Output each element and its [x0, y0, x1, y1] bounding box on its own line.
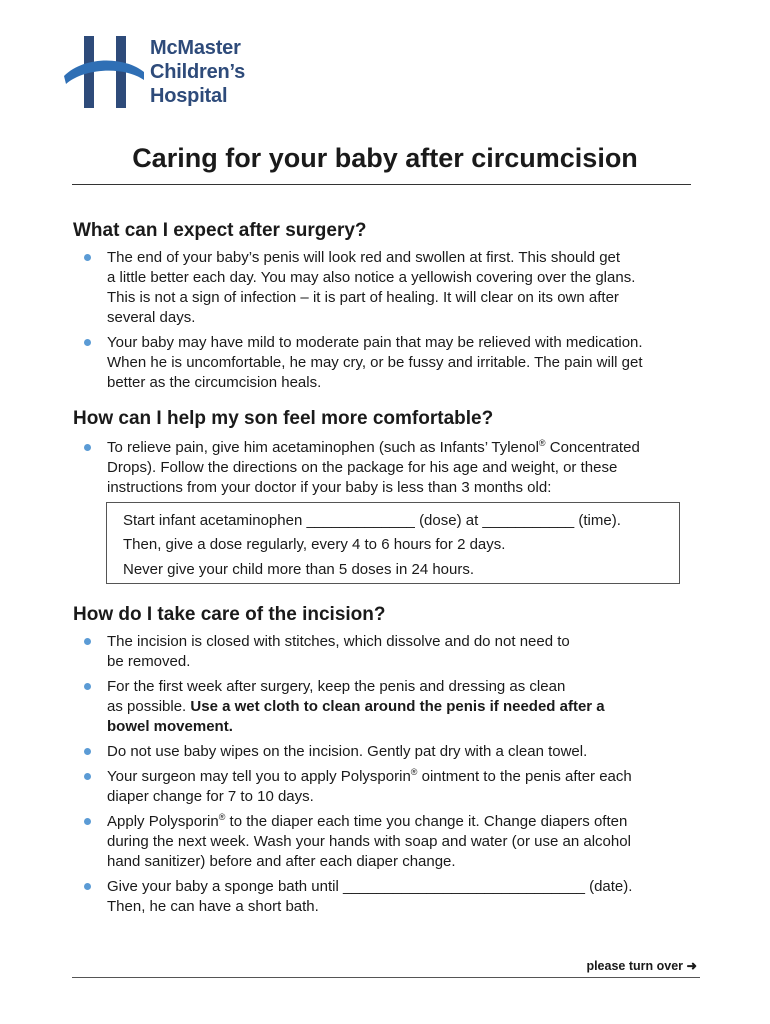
list-item: Your baby may have mild to moderate pain that may be relieved with medication. When he is uncomfortable, he may cry, or be fussy and irritable. The pain will get better as the circumcision heals. — [82, 333, 702, 393]
list-item: The end of your baby’s penis will look red and swollen at first. This should get a little better each day. You may also notice a yellowish covering over the glans. This is not a sign of infection – it is part of healing. It will clear on its own after several days. — [82, 248, 702, 328]
dose-schedule-line: Then, give a dose regularly, every 4 to 6 hours for 2 days. — [123, 536, 506, 553]
section-heading-incision: How do I take care of the incision? — [73, 604, 386, 625]
title-divider — [72, 184, 691, 185]
dose-limit-line: Never give your child more than 5 doses in 24 hours. — [123, 561, 475, 578]
logo-line-1: McMaster — [150, 37, 241, 59]
section-heading-expect: What can I expect after surgery? — [73, 220, 367, 241]
list-item: To relieve pain, give him acetaminophen (such as Infants’ Tylenol® Concentrated Drops). Follow the directions on the package for his age and weight, or these instructions from your doctor if your baby is less than 3 months old: — [82, 438, 702, 498]
list-item: Apply Polysporin® to the diaper each time you change it. Change diapers often during the next week. Wash your hands with soap and water (or use an alcohol hand sanitizer) before and after each diaper change. — [82, 812, 702, 872]
bullet-icon — [84, 254, 91, 261]
list-item: The incision is closed with stitches, which dissolve and do not need to be removed. — [82, 632, 702, 672]
bullet-icon — [84, 818, 91, 825]
hospital-logo — [64, 36, 274, 110]
bullet-icon — [84, 683, 91, 690]
bullet-icon — [84, 883, 91, 890]
bullet-icon — [84, 748, 91, 755]
incision-list — [82, 632, 702, 922]
logo-line-3: Hospital — [150, 85, 228, 107]
page-title: Caring for your baby after circumcision — [132, 143, 638, 173]
logo-wordmark — [150, 36, 245, 108]
please-turn-over: please turn over ➜ — [586, 959, 697, 973]
arrow-right-icon: ➜ — [686, 959, 697, 973]
dose-fill-in-line: Start infant acetaminophen _____________ (dose) at ___________ (time). — [123, 512, 621, 529]
dosing-instructions-box — [106, 502, 680, 584]
bullet-icon — [84, 444, 91, 451]
list-item: Give your baby a sponge bath until _____________________________ (date). Then, he can have a short bath. — [82, 877, 702, 917]
list-item: Your surgeon may tell you to apply Polysporin® ointment to the penis after each diaper change for 7 to 10 days. — [82, 767, 702, 807]
list-item: Do not use baby wipes on the incision. Gently pat dry with a clean towel. — [82, 742, 702, 762]
logo-emblem-icon — [64, 36, 144, 108]
section-heading-comfort: How can I help my son feel more comfortable? — [73, 408, 494, 429]
comfort-list — [82, 438, 702, 503]
list-item: For the first week after surgery, keep the penis and dressing as clean as possible. Use a wet cloth to clean around the penis if needed after a bowel movement. — [82, 677, 702, 737]
bullet-icon — [84, 773, 91, 780]
logo-line-2: Children’s — [150, 61, 246, 83]
expect-list — [82, 248, 702, 398]
bullet-icon — [84, 339, 91, 346]
footer-divider — [72, 977, 700, 978]
bullet-icon — [84, 638, 91, 645]
